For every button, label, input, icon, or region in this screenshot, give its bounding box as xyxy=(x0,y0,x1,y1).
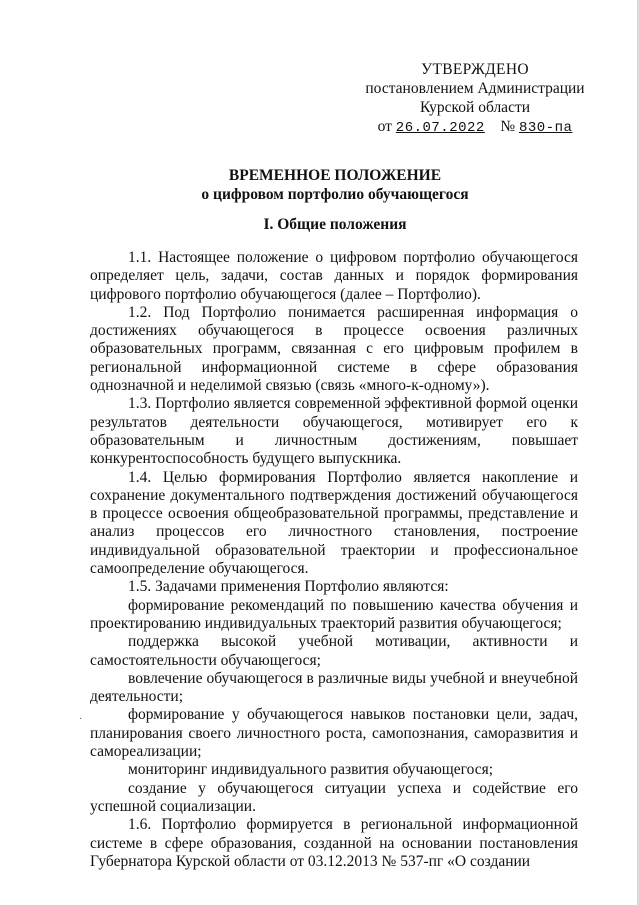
paragraph-1-1: 1.1. Настоящее положение о цифровом портфолио обучающегося определяет цель, задачи, состав данных и порядок формирования цифрового портфолио обучающегося (далее – Портфолио). xyxy=(90,249,578,303)
document-title xyxy=(90,166,580,204)
approval-number: 830-па xyxy=(518,120,573,136)
paragraph-1-6: 1.6. Портфолио формируется в региональной информационной системе в сфере образования, созданной на основании постановления Губернатора Курской области от 03.12.2013 № 537-пг «О создании xyxy=(90,816,578,870)
approval-line-1: постановлением Администрации xyxy=(365,80,585,97)
title-line-2: о цифровом портфолио обучающегося xyxy=(201,186,469,203)
approval-date: 26.07.2022 xyxy=(395,120,485,136)
paragraph-1-4: 1.4. Целью формирования Портфолио является накопление и сохранение документального подтверждения достижений обучающегося в процессе освоения общеобразовательной программы, представление и анализ процессов его личностного становления, построение индивидуальной образовательной траектории и профессиональное самоопределение обучающегося. xyxy=(90,468,578,578)
approval-stamp: УТВЕРЖДЕНО xyxy=(421,61,529,78)
approval-block xyxy=(360,60,590,138)
paragraph-1-5: 1.5. Задачами применения Портфолио являются: xyxy=(128,578,449,596)
list-item: поддержка высокой учебной мотивации, активности и самостоятельности обучающегося; xyxy=(90,633,578,669)
paragraph-1-3: 1.3. Портфолио является современной эффективной формой оценки результатов деятельности обучающегося, мотивирует его к образовательным и личностным достижениям, повышает конкурентоспособность будущего выпускника. xyxy=(90,395,578,468)
paragraph-1-2: 1.2. Под Портфолио понимается расширенная информация о достижениях обучающегося в процессе освоения различных образовательных программ, связанная с его цифровым профилем в региональной информационной системе в сфере образования однозначной и неделимой связью (связь «много-к-одному»). xyxy=(90,303,578,395)
margin-mark: · xyxy=(79,714,83,725)
document-body xyxy=(90,249,578,871)
list-item: мониторинг индивидуального развития обучающегося; xyxy=(128,761,494,779)
list-item: формирование рекомендаций по повышению качества обучения и проектированию индивидуальных траекторий развития обучающегося; xyxy=(90,596,578,632)
title-line-1: ВРЕМЕННОЕ ПОЛОЖЕНИЕ xyxy=(228,167,442,184)
number-sign: № xyxy=(500,118,516,135)
date-prefix: от xyxy=(377,118,392,135)
list-item: создание у обучающегося ситуации успеха и содействие его успешной социализации. xyxy=(90,779,578,815)
section-heading: I. Общие положения xyxy=(263,216,407,233)
approval-dateline xyxy=(360,117,590,138)
list-item: формирование у обучающегося навыков постановки цели, задач, планирования своего личностного роста, самопознания, саморазвития и самореализации; xyxy=(90,706,578,761)
list-item: вовлечение обучающегося в различные виды учебной и внеучебной деятельности; xyxy=(90,669,578,706)
approval-line-2: Курской области xyxy=(419,99,531,116)
